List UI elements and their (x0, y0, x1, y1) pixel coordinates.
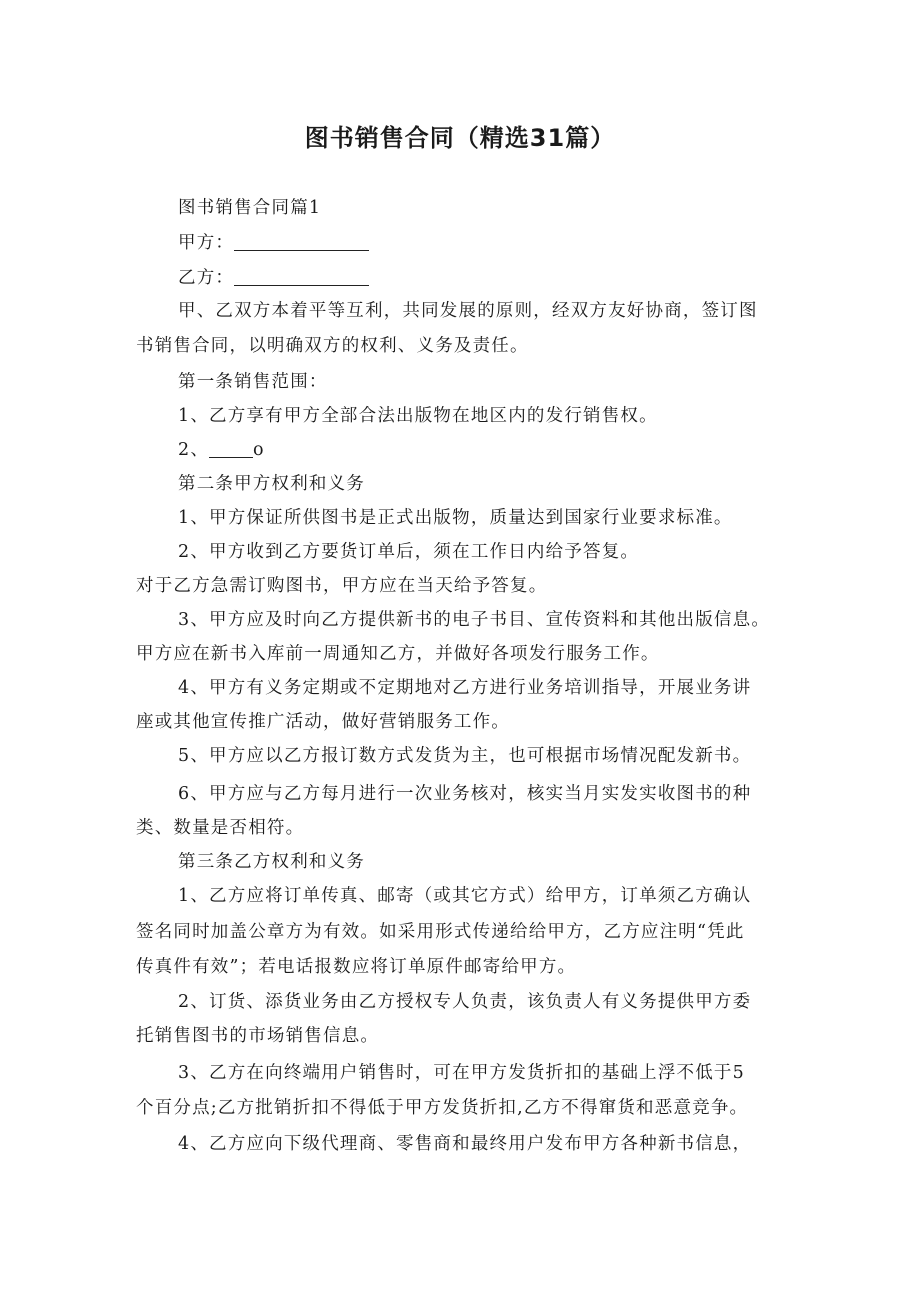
item-2-line (178, 438, 838, 462)
item-2-number: 2、 (178, 440, 210, 460)
section-title: 图书销售合同篇1 (178, 198, 322, 218)
paragraph-line: 托销售图书的市场销售信息。 (136, 1026, 380, 1046)
article-heading: 第三条乙方权利和义务 (178, 852, 365, 872)
paragraph-line: 对于乙方急需订购图书，甲方应在当天给予答复。 (136, 576, 548, 596)
paragraph-line: 座或其他宣传推广活动，做好营销服务工作。 (136, 712, 510, 732)
party-b-line (178, 266, 838, 290)
paragraph-line: 2、订货、添货业务由乙方授权专人负责，该负责人有义务提供甲方委 (178, 992, 752, 1012)
article-heading: 第二条甲方权利和义务 (178, 474, 365, 494)
party-b-blank (234, 267, 369, 286)
document-title: 图书销售合同（精选31篇） (304, 124, 616, 152)
paragraph-line: 3、乙方在向终端用户销售时，可在甲方发货折扣的基础上浮不低于5 (178, 1063, 745, 1083)
paragraph-line: 传真件有效”；若电话报数应将订单原件邮寄给甲方。 (136, 957, 577, 977)
paragraph-line: 6、甲方应与乙方每月进行一次业务核对，核实当月实发实收图书的种 (178, 784, 752, 804)
party-a-blank (234, 232, 369, 251)
item-2-end: o (253, 440, 265, 460)
party-b-label: 乙方： (178, 268, 235, 288)
paragraph-line: 2、甲方收到乙方要货订单后，须在工作日内给予答复。 (178, 542, 640, 562)
party-a-line (178, 231, 838, 255)
paragraph-line: 5、甲方应以乙方报订数方式发货为主，也可根据市场情况配发新书。 (178, 746, 752, 766)
paragraph-line: 甲方应在新书入库前一周通知乙方，并做好各项发行服务工作。 (136, 644, 660, 664)
paragraph-line: 签名同时加盖公章方为有效。如采用形式传递给给甲方，乙方应注明“凭此 (136, 922, 745, 942)
party-a-label: 甲方： (178, 233, 235, 253)
paragraph-line: 类、数量是否相符。 (136, 818, 305, 838)
paragraph-line: 4、乙方应向下级代理商、零售商和最终用户发布甲方各种新书信息， (178, 1134, 752, 1154)
paragraph-line: 4、甲方有义务定期或不定期地对乙方进行业务培训指导，开展业务讲 (178, 678, 752, 698)
paragraph-line: 3、甲方应及时向乙方提供新书的电子书目、宣传资料和其他出版信息。 (178, 610, 771, 630)
paragraph-line: 个百分点;乙方批销折扣不得低于甲方发货折扣,乙方不得窜货和恶意竞争。 (136, 1098, 749, 1118)
paragraph-line: 甲、乙双方本着平等互利，共同发展的原则，经双方友好协商，签订图 (178, 301, 758, 321)
paragraph-line: 书销售合同，以明确双方的权利、义务及责任。 (136, 336, 529, 356)
paragraph-line: 1、乙方享有甲方全部合法出版物在地区内的发行销售权。 (178, 406, 658, 426)
paragraph-line: 1、甲方保证所供图书是正式出版物，质量达到国家行业要求标准。 (178, 508, 733, 528)
article-heading: 第一条销售范围： (178, 372, 328, 392)
paragraph-line: 1、乙方应将订单传真、邮寄（或其它方式）给甲方，订单须乙方确认 (178, 886, 752, 906)
item-2-blank (209, 439, 253, 458)
